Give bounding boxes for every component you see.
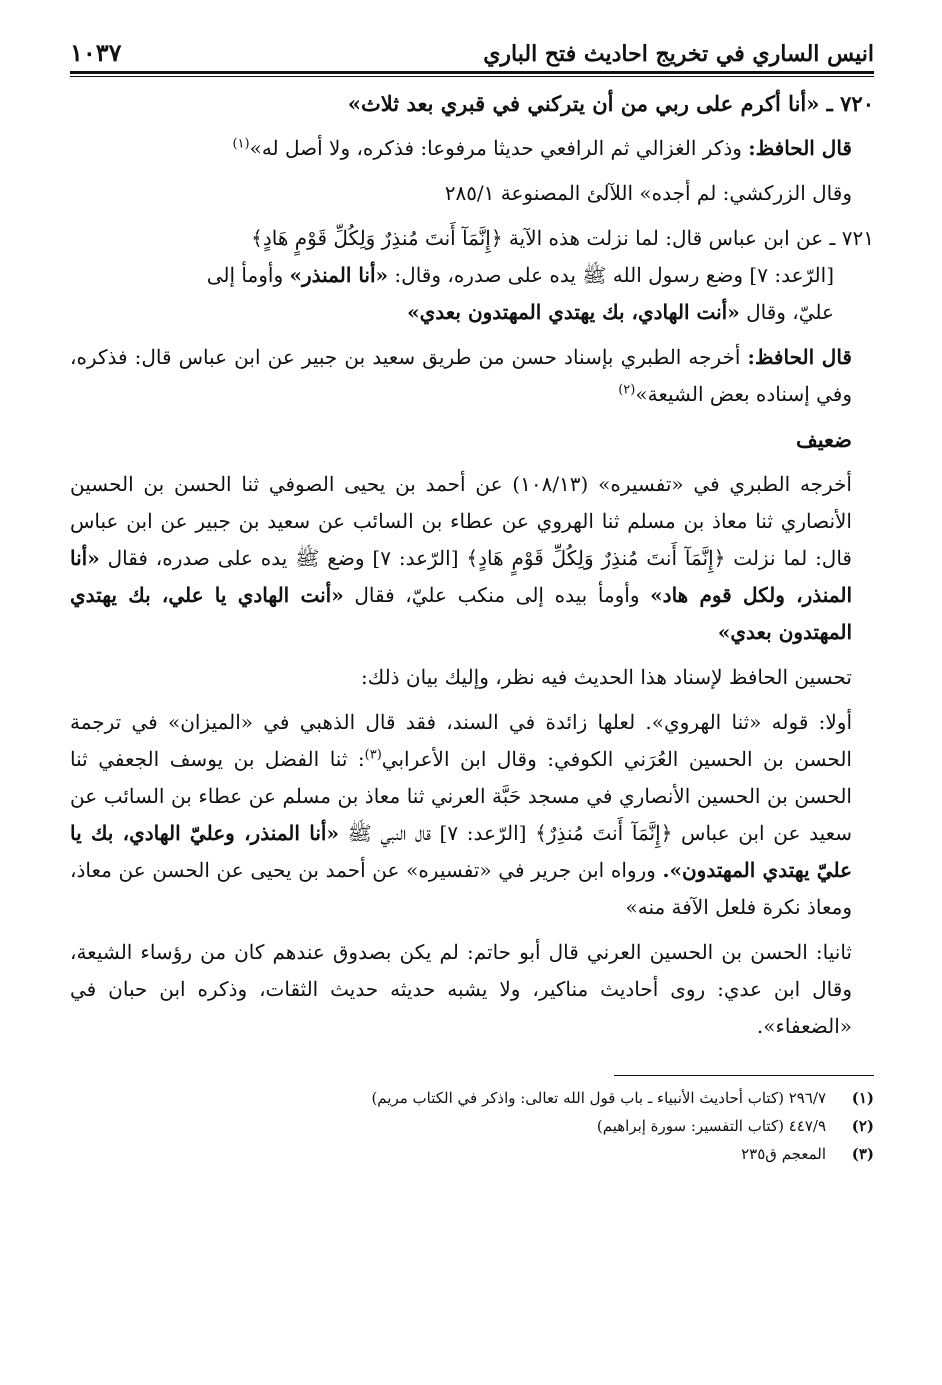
footnotes	[70, 1084, 874, 1168]
takhrij-paragraph-3: أولا: قوله «ثنا الهروي». لعلها زائدة في السند، فقد قال الذهبي في «الميزان» في ترجمة الحسن بن الحسين العُرَني الكوفي: وقال ابن الأعرابي$^{(٣)}$: ثنا الفضل بن يوسف الجعفي ثنا الحسن بن الحسين الأنصاري في مسجد حَبَّة العرني ثنا معاذ بن مسلم عن عطاء بن السائب عن سعيد عن ابن عباس ﴿إِنَّمَآ أَنتَ مُنذِرٌ﴾ [الرّعد: ٧] قال النبي ﷺ «أنا المنذر، وعليّ الهادي، بك يا عليّ يهتدي المهتدون». ورواه ابن جرير في «تفسيره» عن أحمد بن يحيى عن الحسن عن معاذ، ومعاذ نكرة فلعل الآفة منه»	[70, 710, 853, 919]
footnote-1: (١) ٢٩٦/٧ (كتاب أحاديث الأنبياء ـ باب قول الله تعالى: واذكر في الكتاب مريم)	[371, 1089, 874, 1107]
takhrij-paragraph-2: تحسين الحافظ لإسناد هذا الحديث فيه نظر، وإليك بيان ذلك:	[360, 665, 852, 689]
takhrij-paragraph-4: ثانيا: الحسن بن الحسين العرني قال أبو حاتم: لم يكن بصدوق عندهم كان من رؤساء الشيعة، وقال ابن عدي: روى أحاديث مناكير، ولا يشبه حديثه حديث الثقات، وذكره ابن حبان في «الضعفاء».	[70, 940, 852, 1038]
zarkashi-note: وقال الزركشي: لم أجده» اللآلئ المصنوعة ٢٨٥/١	[444, 181, 852, 205]
hafiz-text: أخرجه الطبري بإسناد حسن من طريق سعيد بن جبير عن ابن عباس قال: فذكره، وفي إسناده بعض الشيعة»	[70, 345, 852, 406]
footnote-ref: (١)	[232, 136, 250, 152]
page-number: ١٠٣٧	[70, 38, 122, 67]
hadith-721: ٧٢١ ـ عن ابن عباس قال: لما نزلت هذه الآية ﴿إِنَّمَآ أَنتَ مُنذِرٌ وَلِكُلِّ قَوْمٍ هَادٍ﴾ [الرّعد: ٧] وضع رسول الله ﷺ يده على صدره، وقال: «أنا المنذر» وأومأ إلى عليّ، وقال «أنت الهادي، بك يهتدي المهتدون بعدي»	[206, 226, 874, 324]
main-text	[70, 77, 874, 1045]
footnote-3: (٣) المعجم ق٢٣٥	[741, 1145, 874, 1163]
running-header	[70, 38, 874, 74]
hadith-720: ٧٢٠ ـ «أنا أكرم على ربي من أن يتركني في قبري بعد ثلاث»	[347, 91, 874, 116]
hafiz-label: قال الحافظ:	[747, 345, 852, 369]
hafiz-720	[70, 130, 874, 167]
hafiz-text: وذكر الغزالي ثم الرافعي حديثا مرفوعا: فذكره، ولا أصل له»	[249, 136, 742, 160]
footnote-ref: (٢)	[618, 382, 636, 398]
footnote-2: (٢) ٤٤٧/٩ (كتاب التفسير: سورة إبراهيم)	[596, 1117, 874, 1135]
grade-heading: ضعيف	[795, 427, 852, 452]
footnote-ref: (٣)	[364, 747, 382, 763]
takhrij-paragraph-1: أخرجه الطبري في «تفسيره» (١٠٨/١٣) عن أحمد بن يحيى الصوفي ثنا الحسن بن الحسين الأنصاري ثنا معاذ بن مسلم ثنا الهروي عن عطاء بن السائب عن سعيد بن جبير عن ابن عباس قال: لما نزلت ﴿إِنَّمَآ أَنتَ مُنذِرٌ وَلِكُلِّ قَوْمٍ هَادٍ﴾ [الرّعد: ٧] وضع ﷺ يده على صدره، فقال «أنا المنذر، ولكل قوم هاد» وأومأ بيده إلى منكب عليّ، فقال «أنت الهادي يا علي، بك يهتدي المهتدون بعدي»	[70, 472, 853, 644]
hafiz-721	[70, 339, 874, 413]
hafiz-label: قال الحافظ:	[748, 136, 852, 160]
book-title: انيس الساري في تخريج احاديث فتح الباري	[483, 41, 874, 67]
footnote-separator	[614, 1075, 874, 1076]
